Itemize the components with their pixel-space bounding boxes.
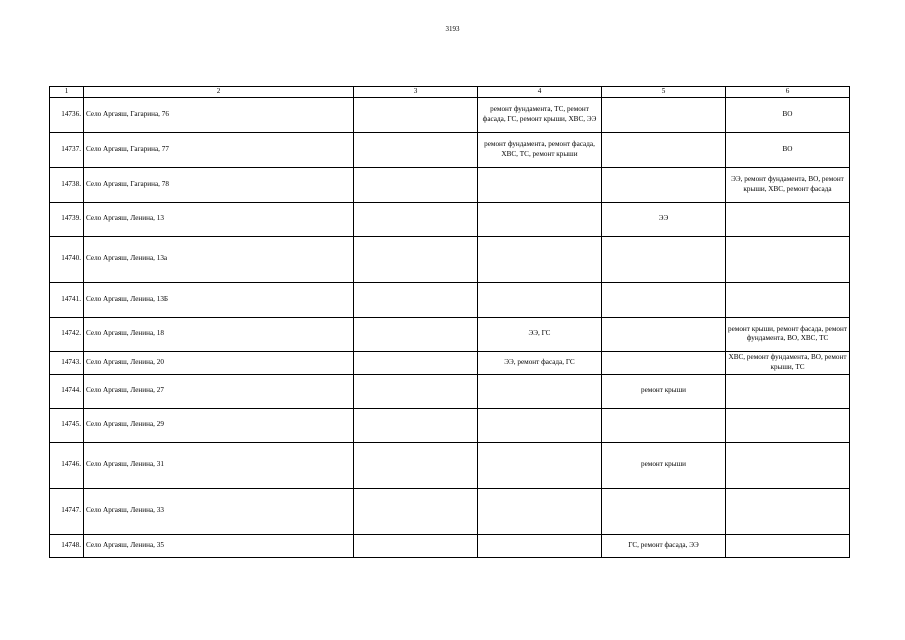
row-col6 [726, 534, 850, 557]
table-row [50, 374, 850, 408]
row-col5 [602, 317, 726, 351]
row-col5 [602, 97, 726, 132]
row-col3 [354, 282, 478, 317]
row-col5 [602, 488, 726, 534]
row-address: Село Аргаяш, Гагарина, 77 [84, 132, 354, 167]
column-header: 2 [84, 87, 354, 98]
row-col6: ремонт крыши, ремонт фасада, ремонт фундамента, ВО, ХВС, ТС [726, 317, 850, 351]
row-col3 [354, 317, 478, 351]
row-col5 [602, 408, 726, 442]
table-row [50, 97, 850, 132]
row-address: Село Аргаяш, Ленина, 18 [84, 317, 354, 351]
page-number: 3193 [445, 25, 460, 33]
table-row [50, 202, 850, 236]
column-header: 3 [354, 87, 478, 98]
row-col3 [354, 132, 478, 167]
column-header: 4 [478, 87, 602, 98]
row-number: 14736. [50, 97, 84, 132]
row-address: Село Аргаяш, Гагарина, 78 [84, 167, 354, 202]
row-address: Село Аргаяш, Ленина, 33 [84, 488, 354, 534]
column-header: 5 [602, 87, 726, 98]
row-col3 [354, 351, 478, 374]
row-col5: ГС, ремонт фасада, ЭЭ [602, 534, 726, 557]
table-row [50, 442, 850, 488]
register-table [49, 86, 850, 558]
row-number: 14738. [50, 167, 84, 202]
row-col5: ремонт крыши [602, 374, 726, 408]
row-col4 [478, 167, 602, 202]
row-number: 14748. [50, 534, 84, 557]
row-number: 14742. [50, 317, 84, 351]
row-col5: ЭЭ [602, 202, 726, 236]
row-col6 [726, 408, 850, 442]
row-col6 [726, 236, 850, 282]
row-col3 [354, 202, 478, 236]
row-col6 [726, 282, 850, 317]
row-address: Село Аргаяш, Ленина, 13а [84, 236, 354, 282]
row-address: Село Аргаяш, Ленина, 31 [84, 442, 354, 488]
row-col4 [478, 282, 602, 317]
row-col4 [478, 408, 602, 442]
row-col5 [602, 236, 726, 282]
row-col5 [602, 132, 726, 167]
row-col6 [726, 374, 850, 408]
row-number: 14746. [50, 442, 84, 488]
row-col6: ЭЭ, ремонт фундамента, ВО, ремонт крыши, ХВС, ремонт фасада [726, 167, 850, 202]
row-number: 14743. [50, 351, 84, 374]
row-col3 [354, 534, 478, 557]
row-col4 [478, 534, 602, 557]
row-col4 [478, 202, 602, 236]
row-col5 [602, 167, 726, 202]
row-address: Село Аргаяш, Гагарина, 76 [84, 97, 354, 132]
table-row [50, 132, 850, 167]
row-col6 [726, 442, 850, 488]
row-col6 [726, 488, 850, 534]
row-number: 14744. [50, 374, 84, 408]
row-number: 14740. [50, 236, 84, 282]
row-col3 [354, 488, 478, 534]
header-row [50, 87, 850, 98]
row-address: Село Аргаяш, Ленина, 13Б [84, 282, 354, 317]
row-col6: ХВС, ремонт фундамента, ВО, ремонт крыши, ТС [726, 351, 850, 374]
row-col4: ремонт фундамента, ТС, ремонт фасада, ГС, ремонт крыши, ХВС, ЭЭ [478, 97, 602, 132]
column-header: 6 [726, 87, 850, 98]
row-col3 [354, 97, 478, 132]
row-number: 14741. [50, 282, 84, 317]
row-col5 [602, 351, 726, 374]
row-address: Село Аргаяш, Ленина, 29 [84, 408, 354, 442]
row-col3 [354, 167, 478, 202]
row-col4 [478, 236, 602, 282]
row-number: 14745. [50, 408, 84, 442]
row-number: 14737. [50, 132, 84, 167]
row-col4: ЭЭ, ремонт фасада, ГС [478, 351, 602, 374]
row-address: Село Аргаяш, Ленина, 20 [84, 351, 354, 374]
table-row [50, 167, 850, 202]
row-col6: ВО [726, 97, 850, 132]
table-row [50, 282, 850, 317]
row-col4: ремонт фундамента, ремонт фасада, ХВС, ТС, ремонт крыши [478, 132, 602, 167]
row-col3 [354, 442, 478, 488]
row-col4 [478, 488, 602, 534]
row-col3 [354, 236, 478, 282]
row-col3 [354, 408, 478, 442]
row-col6: ВО [726, 132, 850, 167]
table-row [50, 236, 850, 282]
row-col4 [478, 442, 602, 488]
row-col3 [354, 374, 478, 408]
table-row [50, 408, 850, 442]
row-col5: ремонт крыши [602, 442, 726, 488]
row-number: 14739. [50, 202, 84, 236]
row-address: Село Аргаяш, Ленина, 35 [84, 534, 354, 557]
table-row [50, 534, 850, 557]
column-header: 1 [50, 87, 84, 98]
row-col4: ЭЭ, ГС [478, 317, 602, 351]
table-row [50, 488, 850, 534]
row-number: 14747. [50, 488, 84, 534]
row-address: Село Аргаяш, Ленина, 13 [84, 202, 354, 236]
row-col4 [478, 374, 602, 408]
row-address: Село Аргаяш, Ленина, 27 [84, 374, 354, 408]
table-row [50, 317, 850, 351]
row-col5 [602, 282, 726, 317]
row-col6 [726, 202, 850, 236]
table-row [50, 351, 850, 374]
